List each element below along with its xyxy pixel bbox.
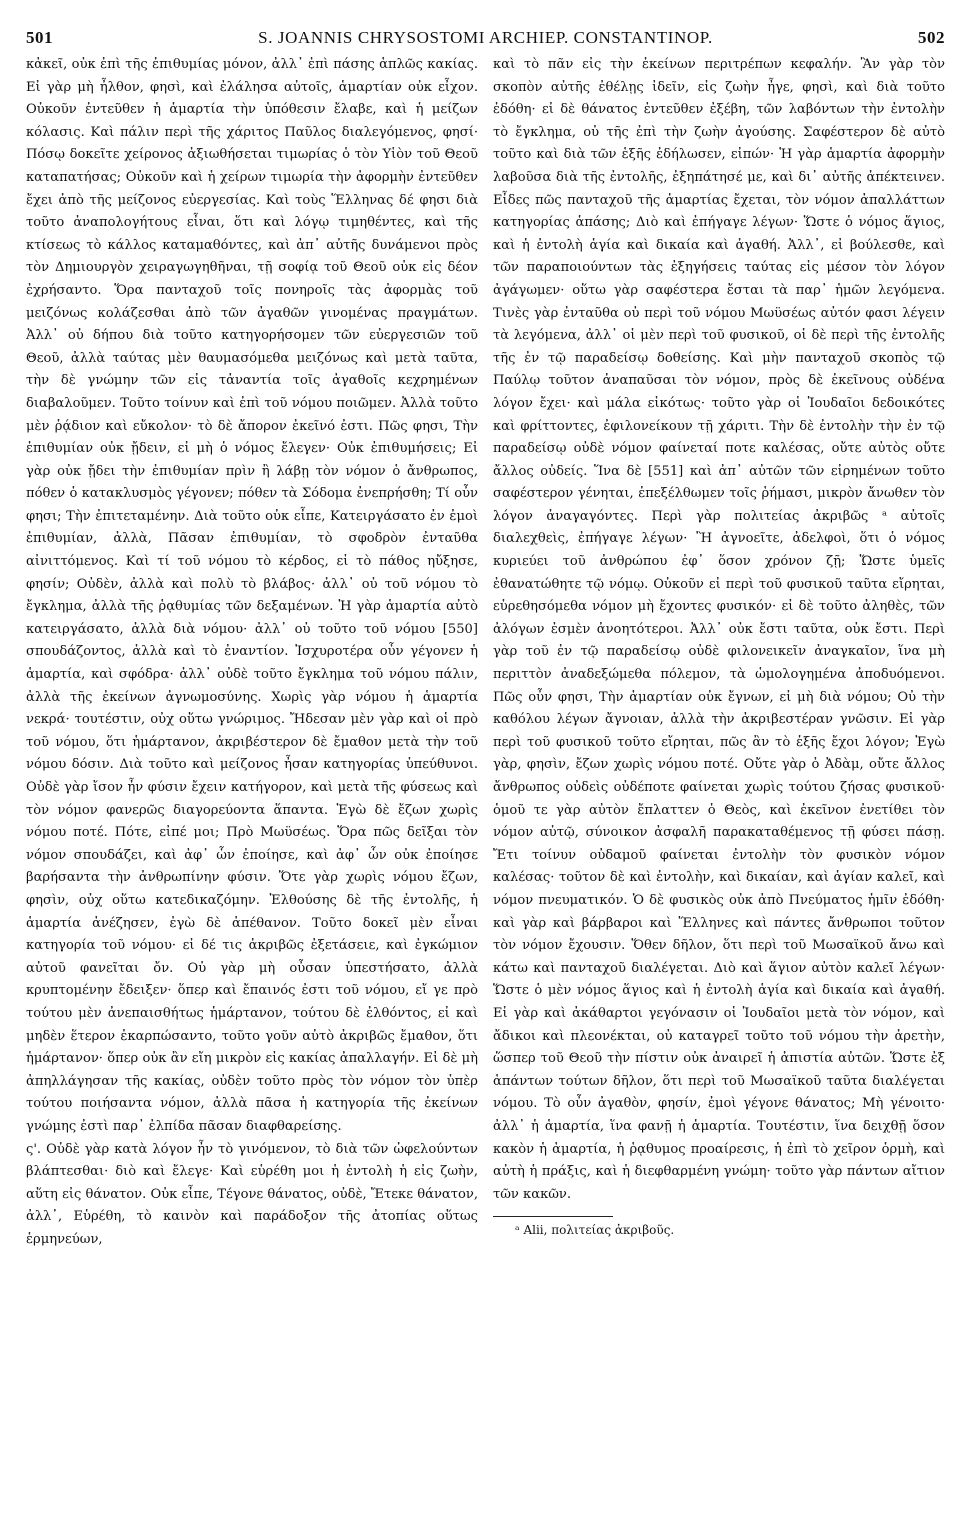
running-head xyxy=(26,28,945,52)
left-paragraph: κἀκεῖ, οὐκ ἐπὶ τῆς ἐπιθυμίας μόνον, ἀλλ᾽ ἐπὶ πάσης ἁπλῶς κακίας. Εἰ γὰρ μὴ ἦλθον, φησὶ, καὶ ἐλάλησα αὐτοῖς, ἁμαρτίαν οὐκ εἶχον. Οὐκοῦν ἐντεῦθεν ἡ ἁμαρτία τὴν ὑπόθεσιν ἔλαβε, καὶ ἡ μείζων κόλασις. Καὶ πάλιν περὶ τῆς χάριτος Παῦλος διαλεγόμενος, φησί· Πόσῳ δοκεῖτε χείρονος ἀξιωθήσεται τιμωρίας ὁ τὸν Υἱὸν τοῦ Θεοῦ καταπατήσας; Οὐκοῦν καὶ ἡ χείρων τιμωρία τὴν ἀφορμὴν ἐντεῦθεν ἔχει ἀπὸ τῆς μείζονος εὐεργεσίας. Καὶ τοὺς Ἕλληνας δέ φησι διὰ τοῦτο ἀναπολογήτους εἶναι, ὅτι καὶ λόγῳ τιμηθέντες, καὶ τῆς κτίσεως τὸ κάλλος καταμαθόντες, καὶ ἀπ᾽ αὐτῆς δυνάμενοι πρὸς τὸν Δημιουργὸν χειραγωγηθῆναι, τῇ σοφίᾳ τοῦ Θεοῦ οὐκ εἰς δέον ἐχρήσαντο. Ὅρα πανταχοῦ τοῖς πονηροῖς τὰς ἀφορμὰς τοῦ μειζόνως κολάζεσθαι ἀπὸ τῶν ἀγαθῶν γινομένας πραγμάτων. Ἀλλ᾽ οὐ δήπου διὰ τοῦτο κατηγορήσομεν τῶν εὐεργεσιῶν τοῦ Θεοῦ, ἀλλὰ ταύτας μὲν θαυμασόμεθα μειζόνως καὶ μετὰ ταῦτα, τὴν δὲ γνώμην τῶν εἰς τἀναντία τοῖς ἀγαθοῖς κεχρημένων διαβαλοῦμεν. Τοῦτο τοίνυν καὶ ἐπὶ τοῦ νόμου ποιῶμεν. Ἀλλὰ τοῦτο μὲν ῥᾴδιον καὶ εὔκολον· τὸ δὲ ἄπορον ἐκεῖνό ἐστι. Πῶς φησι, Τὴν ἐπιθυμίαν οὐκ ᾔδειν, εἰ μὴ ὁ νόμος ἔλεγεν· Οὐκ ἐπιθυμήσεις; Εἰ γὰρ οὐκ ᾔδει τὴν ἐπιθυμίαν πρὶν ἢ λάβῃ τὸν νόμον ὁ ἄνθρωπος, πόθεν ὁ κατακλυσμὸς γέγονεν; πόθεν τὰ Σόδομα ἐνεπρήσθη; Τί οὖν φησι; Τὴν ἐπιτεταμένην. Διὰ τοῦτο οὐκ εἶπε, Κατειργάσατο ἐν ἐμοὶ ἐπιθυμίαν, ἀλλὰ, Πᾶσαν ἐπιθυμίαν, τὸ σφοδρὸν ἐνταῦθα αἰνιττόμενος. Καὶ τί τοῦ νόμου τὸ κέρδος, εἰ τὸ πάθος ηὔξησε, φησίν; Οὐδὲν, ἀλλὰ καὶ πολὺ τὸ βλάβος· ἀλλ᾽ οὐ τοῦ νόμου τὸ ἔγκλημα, ἀλλὰ τῆς ῥᾳθυμίας τῶν δεξαμένων. Ἡ γὰρ ἁμαρτία αὐτὸ κατειργάσατο, ἀλλὰ διὰ νόμου· ἀλλ᾽ οὐ τοῦτο τοῦ νόμου [550] σπουδάζοντος, ἀλλὰ καὶ τὸ ἐναντίον. Ἰσχυροτέρα οὖν γέγονεν ἡ ἁμαρτία, καὶ σφόδρα· ἀλλ᾽ οὐδὲ τοῦτο ἔγκλημα τοῦ νόμου πάλιν, ἀλλὰ τῆς ἐκείνων ἀγνωμοσύνης. Χωρὶς γὰρ νόμου ἡ ἁμαρτία νεκρά· τουτέστιν, οὐχ οὕτω γνώριμος. Ἤδεσαν μὲν γὰρ καὶ οἱ πρὸ τοῦ νόμου, ὅτι ἡμάρτανον, ἀκριβέστερον δὲ ἔμαθον μετὰ τὴν τοῦ νόμου δόσιν. Διὰ τοῦτο καὶ μείζονος ἦσαν κατηγορίας ὑπεύθυνοι. Οὐδὲ γὰρ ἴσον ἦν φύσιν ἔχειν κατήγορον, καὶ μετὰ τῆς φύσεως καὶ τὸν νόμον φανερῶς διαγορεύοντα ἅπαντα. Ἐγὼ δὲ ἔζων χωρὶς νόμου ποτέ. Πότε, εἰπέ μοι; Πρὸ Μωϋσέως. Ὅρα πῶς δεῖξαι τὸν νόμον σπουδάζει, καὶ ἀφ᾽ ὧν ἐποίησε, καὶ ἀφ᾽ ὧν οὐκ ἐποίησε βαρήσαντα τὴν ἀνθρωπίνην φύσιν. Ὅτε γὰρ χωρὶς νόμου ἔζων, φησὶν, οὐχ οὕτω κατεδικαζόμην. Ἐλθούσης δὲ τῆς ἐντολῆς, ἡ ἁμαρτία ἀνέζησεν, ἐγὼ δὲ ἀπέθανον. Τοῦτο δοκεῖ μὲν εἶναι κατηγορία τοῦ νόμου· εἰ δέ τις ἀκριβῶς ἐξετάσειε, καὶ ἐγκώμιον αὐτοῦ φανεῖται ὄν. Οὐ γὰρ μὴ οὖσαν ὑπεστήσατο, ἀλλὰ κρυπτομένην ἔδειξεν· ὅπερ καὶ ἔπαινός ἐστι τοῦ νόμου, εἴ γε πρὸ τούτου μὲν ἀνεπαισθήτως ἡμάρτανον, τούτου δὲ ἐλθόντος, εἰ καὶ μηδὲν ἕτερον ἐκαρπώσαντο, τοῦτο γοῦν αὐτὸ ἀκριβῶς ἔμαθον, ὅτι ἡμάρτανον· ὅπερ οὐκ ἂν εἴη μικρὸν εἰς κακίας ἀπαλλαγήν. Εἰ δὲ μὴ ἀπηλλάγησαν τῆς κακίας, οὐδὲν τοῦτο πρὸς τὸν νόμον τὸν ὑπὲρ τούτου ποιήσαντα νόμον, ἀλλὰ πᾶσα ἡ κατηγορία τῆς ἐκείνων γνώμης ἐστὶ παρ᾽ ἐλπίδα πᾶσαν διαφθαρείσης. xyxy=(26,57,478,1134)
left-column xyxy=(26,54,478,1251)
running-title: S. JOANNIS CHRYSOSTOMI ARCHIEP. CONSTANTINOP. xyxy=(258,28,713,47)
left-paragraph: ς'. Οὐδὲ γὰρ κατὰ λόγον ἦν τὸ γινόμενον, τὸ διὰ τῶν ὠφελούντων βλάπτεσθαι· διὸ καὶ ἔλεγε· Καὶ εὑρέθη μοι ἡ ἐντολὴ ἡ εἰς ζωὴν, αὕτη εἰς θάνατον. Οὐκ εἶπε, Τέγονε θάνατος, οὐδὲ, Ἔτεκε θάνατον, ἀλλ᾽, Εὑρέθη, τὸ καινὸν καὶ παράδοξον τῆς ἀτοπίας οὕτως ἑρμηνεύων, xyxy=(26,1141,478,1247)
page-number-left: 501 xyxy=(26,28,53,47)
page-number-right: 502 xyxy=(918,28,945,47)
footnote-rule xyxy=(493,1216,613,1217)
right-column xyxy=(493,54,945,1251)
text-columns xyxy=(26,54,945,1251)
right-paragraph: καὶ τὸ πᾶν εἰς τὴν ἐκείνων περιτρέπων κεφαλήν. Ἂν γὰρ τὸν σκοπὸν αὐτῆς ἐθέλῃς ἰδεῖν, εἰς ζωὴν ἦγε, φησὶ, καὶ διὰ τοῦτο ἐδόθη· εἰ δὲ θάνατος ἐντεῦθεν ἐξέβη, τῶν λαβόντων τὴν ἐντολὴν τὸ ἔγκλημα, οὐ τῆς ἐπὶ τὴν ζωὴν ἀγούσης. Σαφέστερον δὲ αὐτὸ τοῦτο καὶ διὰ τῶν ἑξῆς ἐδήλωσεν, εἰπών· Ἡ γὰρ ἁμαρτία ἀφορμὴν λαβοῦσα διὰ τῆς ἐντολῆς, ἐξηπάτησέ με, καὶ δι᾽ αὐτῆς ἀπέκτεινεν. Εἶδες πῶς πανταχοῦ τῆς ἁμαρτίας ἔχεται, τὸν νόμον ἀπαλλάττων κατηγορίας ἁπάσης; Διὸ καὶ ἐπήγαγε λέγων· Ὥστε ὁ νόμος ἅγιος, καὶ ἡ ἐντολὴ ἁγία καὶ δικαία καὶ ἀγαθή. Ἀλλ᾽, εἰ βούλεσθε, καὶ τῶν παραποιούντων τὰς ἐξηγήσεις ταύτας εἰς μέσον τὸν λόγον ἀγάγωμεν· οὕτω γὰρ σαφέστερα ἔσται τὰ παρ᾽ ἡμῶν λεγόμενα. Τινὲς γὰρ ἐνταῦθα οὐ περὶ τοῦ νόμου Μωϋσέως αὐτόν φασι λέγειν τὰ λεγόμενα, ἀλλ᾽ οἱ μὲν περὶ τοῦ φυσικοῦ, οἱ δὲ περὶ τῆς ἐντολῆς τῆς ἐν τῷ παραδείσῳ δοθείσης. Καὶ μὴν πανταχοῦ σκοπὸς τῷ Παύλῳ τοῦτον ἀναπαῦσαι τὸν νόμον, πρὸς δὲ ἐκεῖνους οὐδένα λόγον ἔχει· καὶ μάλα εἰκότως· τοῦτο γὰρ οἱ Ἰουδαῖοι δεδοικότες καὶ φρίττοντες, ἐφιλονείκουν τῇ χάριτι. Τὴν δὲ ἐντολὴν τὴν ἐν τῷ παραδείσῳ οὐδὲ νόμον φαίνεταί ποτε καλέσας, οὔτε αὐτὸς οὔτε ἄλλος οὐδείς. Ἵνα δὲ [551] καὶ ἀπ᾽ αὐτῶν τῶν εἰρημένων τοῦτο σαφέστερον γένηται, ἐπεξέλθωμεν τοῖς ῥήμασι, μικρὸν ἄνωθεν τὸν λόγον ἀναγαγόντες. Περὶ γὰρ πολιτείας ἀκριβῶς ᵃ αὐτοῖς διαλεχθεὶς, ἐπήγαγε λέγων· Ἢ ἀγνοεῖτε, ἀδελφοὶ, ὅτι ὁ νόμος κυριεύει τοῦ ἀνθρώπου ἐφ᾽ ὅσον χρόνον ζῇ; Ὥστε ὑμεῖς ἐθανατώθητε τῷ νόμῳ. Οὐκοῦν εἰ περὶ τοῦ φυσικοῦ ταῦτα εἴρηται, εὑρεθησόμεθα νόμον μὴ ἔχοντες φυσικόν· εἰ δὲ τοῦτο ἀληθὲς, τῶν ἀλόγων ἐσμὲν ἀνοητότεροι. Ἀλλ᾽ οὐκ ἔστι ταῦτα, οὐκ ἔστι. Περὶ γὰρ τοῦ ἐν τῷ παραδείσῳ οὐδὲ φιλονεικεῖν ἀναγκαῖον, ἵνα μὴ περιττὸν ἀναδεξώμεθα πόλεμον, τὰ ὡμολογημένα ἀποδυόμενοι. Πῶς οὖν φησι, Τὴν ἁμαρτίαν οὐκ ἔγνων, εἰ μὴ διὰ νόμου; Οὐ τὴν καθόλου λέγων ἄγνοιαν, ἀλλὰ τὴν ἀκριβεστέραν γνῶσιν. Εἰ γὰρ περὶ τοῦ φυσικοῦ τοῦτο εἴρηται, πῶς ἂν τὸ ἑξῆς ἔχοι λόγον; Ἐγὼ γὰρ, φησὶν, ἔζων χωρὶς νόμου ποτέ. Οὔτε γὰρ ὁ Ἀδὰμ, οὔτε ἄλλος ἄνθρωπος οὐδεὶς οὐδέποτε φαίνεται χωρὶς τούτου ζήσας φυσικοῦ· ὁμοῦ τε γὰρ αὐτὸν ἔπλαττεν ὁ Θεὸς, καὶ ἐκεῖνον ἐνετίθει τὸν νόμον αὐτῷ, σύνοικον ἀσφαλῆ παρακαταθέμενος τῇ φύσει πάσῃ. Ἔτι τοίνυν οὐδαμοῦ φαίνεται ἐντολὴν τὸν φυσικὸν νόμον καλέσας· τοῦτον δὲ καὶ ἐντολὴν, καὶ δικαίαν, καὶ ἁγίαν καλεῖ, καὶ νόμον πνευματικόν. Ὁ δὲ φυσικὸς οὐκ ἀπὸ Πνεύματος ἡμῖν ἐδόθη· καὶ γὰρ καὶ βάρβαροι καὶ Ἕλληνες καὶ πάντες ἄνθρωποι τοῦτον τὸν νόμον ἔχουσιν. Ὅθεν δῆλον, ὅτι περὶ τοῦ Μωσαϊκοῦ ἄνω καὶ κάτω καὶ πανταχοῦ διαλέγεται. Διὸ καὶ ἅγιον αὐτὸν καλεῖ λέγων· Ὥστε ὁ μὲν νόμος ἅγιος καὶ ἡ ἐντολὴ ἁγία καὶ δικαία καὶ ἀγαθή. Εἰ γὰρ καὶ ἀκάθαρτοι γεγόνασιν οἱ Ἰουδαῖοι μετὰ τὸν νόμον, καὶ ἄδικοι καὶ πλεονέκται, οὐ καταγρεῖ τοῦτο τοῦ νόμου τὴν ἀρετὴν, ὥσπερ τοῦ Θεοῦ τὴν πίστιν οὐκ ἀναιρεῖ ἡ ἀπιστία αὐτῶν. Ὥστε ἐξ ἁπάντων τούτων δῆλον, ὅτι περὶ τοῦ Μωσαϊκοῦ ταῦτα διαλέγεται νόμου. Τὸ οὖν ἀγαθὸν, φησίν, ἐμοὶ γέγονε θάνατος; Μὴ γένοιτο· ἀλλ᾽ ἡ ἁμαρτία, ἵνα φανῇ ἡ ἁμαρτία. Τουτέστιν, ἵνα δειχθῇ ὅσον κακὸν ἡ ἁμαρτία, ἡ ῥᾳθυμος προαίρεσις, ἡ ἐπὶ τὸ χεῖρον ὁρμὴ, καὶ αὐτὴ ἡ πράξις, καὶ ἡ διεφθαρμένη γνώμη· τοῦτο γὰρ πάντων αἴτιον τῶν κακῶν. xyxy=(493,57,945,1202)
footnote: ᵃ Alii, πολιτείας ἀκριβοῦς. xyxy=(515,1223,675,1238)
